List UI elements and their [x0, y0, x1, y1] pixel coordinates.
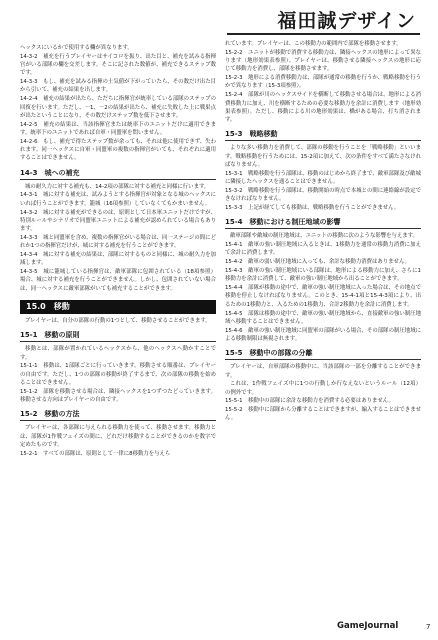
paragraph: プレイヤーは、各部隊に与えられる移動力を使って、移動させます。移動力とは、部隊が1作戦フェイズの間に、どれだけ移動することができるのかを数字で定めたものです。 [20, 425, 216, 448]
page-title: 福田誠デザイン [277, 10, 416, 32]
paragraph: 15-3-1 戦略移動を行う部隊は、移動のはじめから終了まで、敵軍部隊及び敵城に隣接したヘックスを通ることはできません。 [225, 170, 421, 186]
paragraph: 15-3-3 上記が経てしても移動は、戦略移動を行うことができません。 [225, 205, 400, 212]
paragraph: 15-4-5 部隊は移動の途中で、敵軍の強い制圧地域から、直接敵軍の強い制圧地域へ移動することはできません。 [225, 310, 421, 325]
paragraph: れています。プレイヤーは、この移動力の範囲内で部隊を移動させます。 [225, 41, 402, 47]
section-heading: 15-4 移動における制圧地域の影響 [225, 218, 421, 229]
right-column [225, 40, 421, 423]
chapter-heading: 15.0 移動 [20, 300, 216, 314]
paragraph: 14-2-4 補充の結果が出たら、ただちに指揮官が統率している部隊のステップの回復を行います。ただし、－1、－2の結果が出たら、補充に失敗した上に戦果点が出たということになり、その数だけステップ数を低下させます。 [20, 96, 216, 119]
paragraph: 15-2-4 部隊が川のヘックスサイドを横断して移動させる場合は、地形による消費移動力に加え、川を横断するための必要な移動力を余計に消費します（地形効果表参照）。ただし、移動による川の地形効果は、橋がある場合、打ち消されます。 [225, 92, 421, 124]
section-heading: 15-1 移動の原則 [20, 331, 216, 342]
paragraph: 15-4-1 敵軍の強い制圧地域に入るときは、1移動力を通常の移動力消費に加えて余計に消費します。 [225, 242, 421, 257]
paragraph: 15-1-2 部隊を移動させる場合は、隣接ヘックスを1つずつたどっていきます。移動させる方向はプレイヤーの自由です。 [20, 388, 216, 404]
left-column [20, 44, 216, 459]
paragraph: 15-3-2 戦略移動を行う部隊は、移動開始の時点で本城との間に連絡線が設定できなければなりません。 [225, 187, 421, 203]
paragraph: これは、1作戦フェイズ中に1つの行動しか行なえないというルール（12項）の例外です。 [225, 381, 421, 396]
section-heading: 14-3 城への補充 [20, 169, 216, 180]
paragraph: 14-3-5 城に籠城している指揮官は、敵軍部隊に包囲されている（18項参照）場合、城に対する補充を行うことができません。しかし、包囲されていない場合は、同一ヘックスに敵軍部隊がいても補充することができます。 [20, 269, 216, 292]
paragraph: 15-5-2 移動中に部隊から分離することはできますが、編入することはできません。 [225, 407, 421, 422]
paragraph: ヘックスにいるかで使用する欄が異なります。 [20, 45, 133, 51]
paragraph: 14-3-2 補充を行うプレイヤーはサイコロを振り、出た目と、補充を試みる指揮官がいる部隊の欄を交差します。そこに記された数値が、補充できるステップ数です。 [20, 53, 216, 77]
paragraph: 城の耐久力に対する補充も、14-2項の部隊に対する補充と同様に行います。 [25, 183, 210, 190]
paragraph: プレイヤーは、自分の部隊の行動の1つとして、移動させることができます。 [25, 318, 211, 325]
paragraph: 15-4-6 敵軍の強い制圧地域に同盟軍の部隊がいる場合、その部隊の制圧地域による移動制限は無視されます。 [225, 327, 421, 342]
paragraph: 14-3-3 城と同盟軍を含め、複数の指揮官がいる場合は、同一ステージの間にどれか1つの指揮官だけが、城に対する補充を行うことができます。 [20, 234, 216, 250]
paragraph: 14-3-4 城に対する補充の結果は、部隊に対するものと同様に、城の耐久力を加減します。 [20, 252, 216, 267]
paragraph: 敵軍部隊や敵城の制圧地域は、ユニットの移動に次のような影響を与えます。 [230, 233, 419, 240]
section-heading: 15-3 戦略移動 [225, 130, 421, 141]
section-heading: 15-5 移動中の部隊の分離 [225, 349, 421, 360]
paragraph: 15-2-2 ユニットが移動で消費する移動力は、隣接ヘックスの地形によって異なります（地形効果表参照）。プレイヤーは、移動させる隣接ヘックスの地形に応じて移動力を消費し、部隊を移動させます。 [225, 49, 421, 73]
paragraph: 移動とは、部隊が置かれているヘックスから、他のヘックスへ動かすことです。 [20, 346, 216, 361]
paragraph: プレイヤーは、自軍部隊の移動中に、当該部隊の一部を分離することができます。 [225, 364, 421, 379]
header-rule [227, 33, 420, 35]
paragraph: 15-2-1 すべての部隊は、原則として一律に8移動力を与えら [20, 450, 171, 457]
paragraph: 15-2-3 地形による消費移動力は、部隊が通常の移動を行うか、戦略移動を行うかで異なります（15-3項参照）。 [225, 75, 421, 90]
paragraph: 14-3-2 城に対する補充ができるのは、原則として日本軍ユニットだけですが、特別ルールやシナリオで同盟軍ユニットによる補充が認められている場合もあります。 [20, 209, 216, 233]
paragraph: よりな多い移動力を消費して、部隊の移動を行うことを「戦略移動」といいます。戦略移動を行うためには、15-2項に加えて、次の条件をすべて満たさなければなりません。 [225, 145, 421, 169]
paragraph: 14-3-3 もし、補充を試みる指揮の士気値が下がっていたら、その数だけ出た目から引いて、補充の結果を出します。 [20, 79, 216, 94]
paragraph: 14-3-1 城に対する補充は、試みようとする指揮官が対象となる城のヘックスにいれば行うことができます。籠城（16項参照）していなくてもかまいません。 [20, 192, 216, 207]
paragraph: 15-1-1 移動は、1部隊ごとに行っていきます。移動させる順番は、プレイヤーの自由です。ただし、1つの部隊の移動が終了するまで、次の部隊の移動を始めることはできません。 [20, 363, 216, 386]
page-number: 7 [426, 623, 431, 631]
paragraph: 15-4-3 敵軍の強い制圧地域にいる部隊は、地形による移動力に加え、さらに1移動力を余計に消費して、敵軍の強い制圧地域から出ることができます。 [225, 268, 421, 283]
section-heading: 15-2 移動の方法 [20, 410, 216, 421]
paragraph: 15-4-2 敵軍の弱い制圧地域に入っても、余計な移動力消費はありません。 [225, 259, 411, 266]
magazine-logo: GameJournal [337, 621, 399, 631]
paragraph: 14-2-6 もし、補充で得たステップ数が余っても、それは他に使用できず、失われます。同一ヘックスに自軍・同盟軍の複数の指揮官がいても、それぞれに適用することはできません。 [20, 138, 216, 162]
paragraph: 15-4-4 部隊が移動の途中で、敵軍の強い制圧地域に入った場合は、その地点で移動を停止しなければなりません。このとき、15-4-1項と15-4-3項により、出るための1移動力と、入るための1移動力、合計2移動力を余計に消費します。 [225, 285, 421, 308]
paragraph: 14-2-5 補充の結果は、当該指揮官または統率下のユニットだけに適用できます。統率下のユニットであれば自軍・同盟軍を問いません。 [20, 121, 216, 136]
paragraph: 15-5-1 移動中の部隊に余計な移動力を消費する必要はありません。 [225, 398, 394, 405]
